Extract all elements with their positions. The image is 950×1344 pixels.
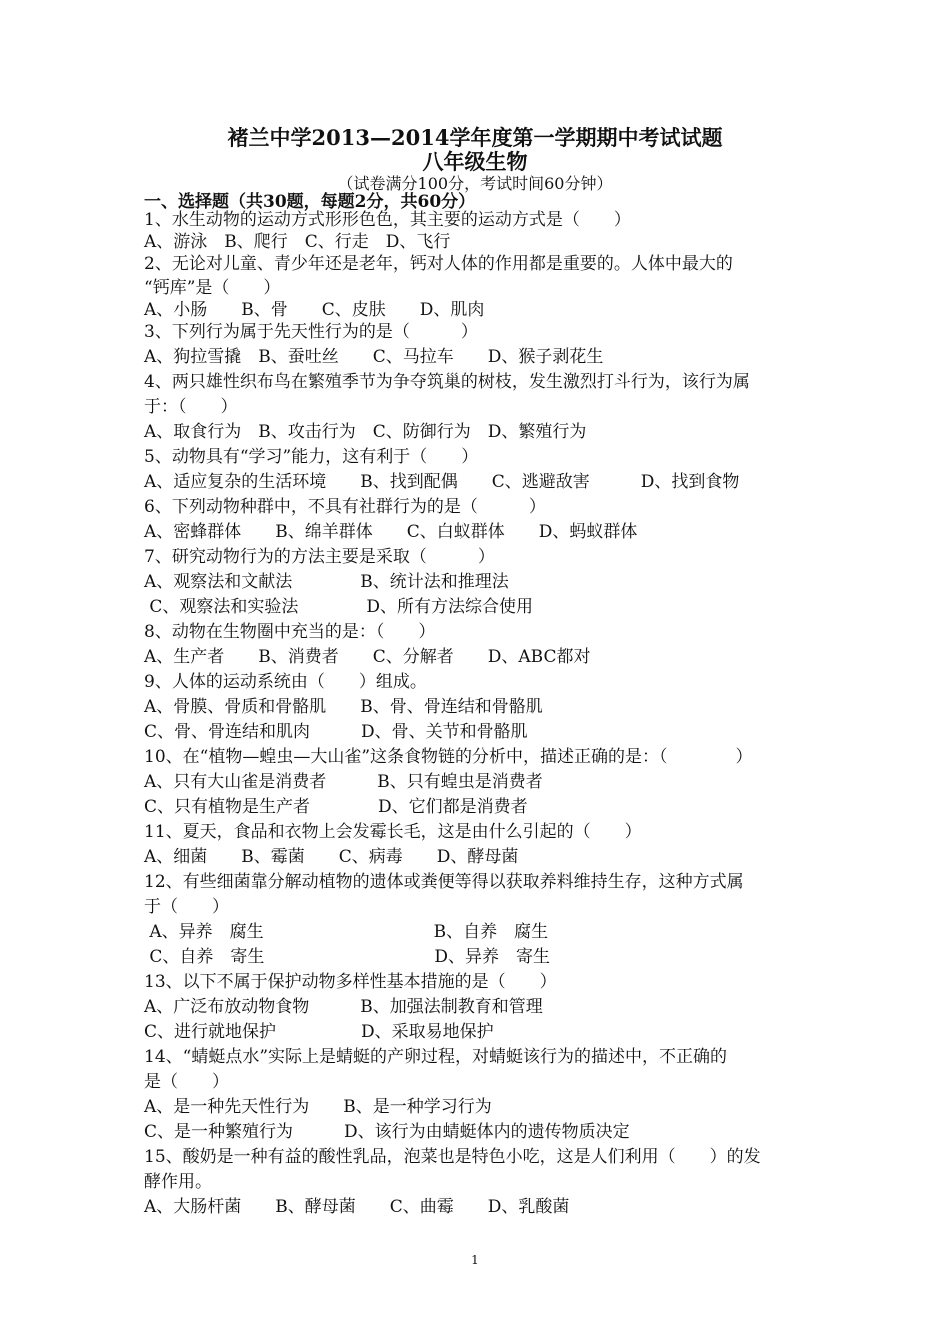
exam-instructions: （试卷满分100分，考试时间60分钟） (337, 174, 613, 193)
question-7-options-cd: C、观察法和实验法 D、所有方法综合使用 (144, 597, 534, 617)
question-2-stem: 2、无论对儿童、青少年还是老年，钙对人体的作用都是重要的。人体中最大的 (144, 254, 733, 274)
question-6-stem: 6、下列动物种群中，不具有社群行为的是（ ） (144, 497, 546, 517)
question-12-options-cd: C、自养 寄生 D、异养 寄生 (144, 947, 551, 967)
question-3-stem: 3、下列行为属于先天性行为的是（ ） (144, 322, 478, 342)
question-4-options: A、取食行为 B、攻击行为 C、防御行为 D、繁殖行为 (144, 422, 587, 442)
question-15-stem-continued: 酵作用。 (144, 1172, 212, 1192)
question-12-stem: 12、有些细菌靠分解动植物的遗体或粪便等得以获取养料维持生存，这种方式属 (144, 872, 744, 892)
question-10-options-ab: A、只有大山雀是消费者 B、只有蝗虫是消费者 (144, 772, 543, 792)
question-13-stem: 13、以下不属于保护动物多样性基本措施的是（ ） (144, 972, 557, 992)
question-2-stem-continued: “钙库”是（ ） (144, 278, 281, 298)
question-7-stem: 7、研究动物行为的方法主要是采取（ ） (144, 547, 495, 567)
page-number: 1 (471, 1253, 479, 1267)
question-7-options-ab: A、观察法和文献法 B、统计法和推理法 (144, 572, 509, 592)
question-12-stem-continued: 于（ ） (144, 897, 229, 917)
question-6-options: A、密蜂群体 B、绵羊群体 C、白蚁群体 D、蚂蚁群体 (144, 522, 638, 542)
exam-title: 褚兰中学2013—2014学年度第一学期期中考试试题 (227, 125, 723, 150)
question-15-options: A、大肠杆菌 B、酵母菌 C、曲霉 D、乳酸菌 (144, 1197, 570, 1217)
question-5-options: A、适应复杂的生活环境 B、找到配偶 C、逃避敌害 D、找到食物 (144, 472, 740, 492)
question-14-stem: 14、“蜻蜓点水”实际上是蜻蜓的产卵过程，对蜻蜓该行为的描述中，不正确的 (144, 1047, 728, 1067)
question-14-stem-continued: 是（ ） (144, 1072, 229, 1092)
question-15-stem: 15、酸奶是一种有益的酸性乳品，泡菜也是特色小吃，这是人们利用（ ）的发 (144, 1147, 761, 1167)
section-heading-multiple-choice: 一、选择题（共30题，每题2分，共60分） (144, 192, 476, 212)
question-1-stem: 1、水生动物的运动方式形形色色，其主要的运动方式是（ ） (144, 210, 631, 230)
question-4-stem-continued: 于：（ ） (144, 397, 238, 417)
question-9-options-ab: A、骨膜、骨质和骨骼肌 B、骨、骨连结和骨骼肌 (144, 697, 543, 717)
question-10-options-cd: C、只有植物是生产者 D、它们都是消费者 (144, 797, 528, 817)
question-1-options: A、游泳 B、爬行 C、行走 D、飞行 (144, 232, 451, 252)
question-2-options: A、小肠 B、骨 C、皮肤 D、肌肉 (144, 300, 485, 320)
question-12-options-ab: A、异养 腐生 B、自养 腐生 (144, 922, 549, 942)
question-9-options-cd: C、骨、骨连结和肌肉 D、骨、关节和骨骼肌 (144, 722, 528, 742)
question-3-options: A、狗拉雪撬 B、蚕吐丝 C、马拉车 D、猴子剥花生 (144, 347, 604, 367)
question-11-options: A、细菌 B、霉菌 C、病毒 D、酵母菌 (144, 847, 519, 867)
question-11-stem: 11、夏天，食品和衣物上会发霉长毛，这是由什么引起的（ ） (144, 822, 642, 842)
question-4-stem: 4、两只雄性织布鸟在繁殖季节为争夺筑巢的树枝，发生激烈打斗行为，该行为属 (144, 372, 750, 392)
question-13-options-ab: A、广泛布放动物食物 B、加强法制教育和管理 (144, 997, 543, 1017)
question-14-options-ab: A、是一种先天性行为 B、是一种学习行为 (144, 1097, 492, 1117)
question-8-options: A、生产者 B、消费者 C、分解者 D、ABC都对 (144, 647, 591, 667)
exam-subject-title: 八年级生物 (422, 149, 528, 174)
question-9-stem: 9、人体的运动系统由（ ）组成。 (144, 672, 427, 692)
question-8-stem: 8、动物在生物圈中充当的是：（ ） (144, 622, 436, 642)
question-14-options-cd: C、是一种繁殖行为 D、该行为由蜻蜓体内的遗传物质决定 (144, 1122, 630, 1142)
question-10-stem: 10、在“植物—蝗虫—大山雀”这条食物链的分析中，描述正确的是：（ ） (144, 747, 753, 767)
question-13-options-cd: C、进行就地保护 D、采取易地保护 (144, 1022, 494, 1042)
question-5-stem: 5、动物具有“学习”能力，这有利于（ ） (144, 447, 479, 467)
